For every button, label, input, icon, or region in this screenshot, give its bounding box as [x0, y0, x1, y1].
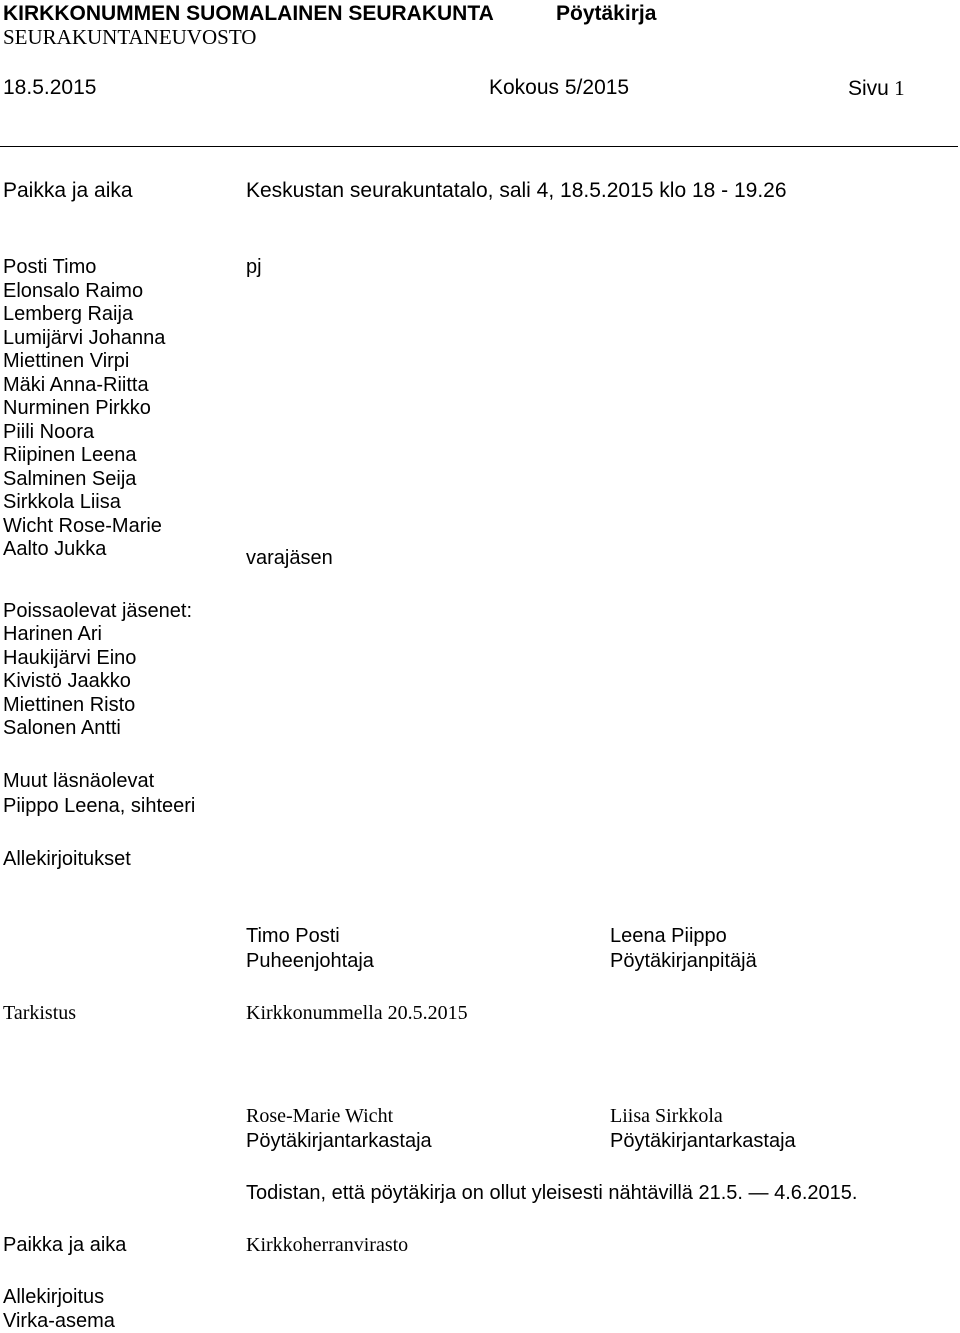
attestation-text: Todistan, että pöytäkirja on ollut yleisesti nähtävillä 21.5. — 4.6.2015. [246, 1182, 858, 1204]
review-label: Tarkistus [3, 1002, 77, 1024]
attendee: Mäki Anna-Riitta [3, 373, 149, 396]
header-divider [0, 146, 958, 147]
absent-member: Kivistö Jaakko [3, 670, 131, 692]
absent-member: Miettinen Risto [3, 693, 136, 716]
absent-member: Harinen Ari [3, 623, 102, 645]
place-time-value: Keskustan seurakuntatalo, sali 4, 18.5.2015 klo 18 - 19.26 [246, 179, 787, 202]
checker2-title: Pöytäkirjantarkastaja [610, 1130, 796, 1152]
page-label: Sivu [848, 77, 889, 100]
absent-member: Salonen Antti [3, 717, 121, 739]
checker1-title: Pöytäkirjantarkastaja [246, 1130, 432, 1152]
organization-name: KIRKKONUMMEN SUOMALAINEN SEURAKUNTA [3, 2, 494, 25]
attendee: Miettinen Virpi [3, 350, 130, 372]
other-member: Piippo Leena, sihteeri [3, 795, 196, 817]
chair-title: Puheenjohtaja [246, 950, 374, 972]
checker1-name: Rose-Marie Wicht [246, 1105, 394, 1127]
governing-body: SEURAKUNTANEUVOSTO [3, 25, 257, 49]
deputy-role: varajäsen [246, 547, 333, 569]
attendee: Aalto Jukka [3, 538, 107, 560]
attendee-list [3, 256, 165, 562]
secretary-name: Leena Piippo [610, 925, 727, 947]
attendee: Salminen Seija [3, 467, 137, 490]
attendee: Lemberg Raija [3, 303, 134, 325]
attendee: Sirkkola Liisa [3, 491, 121, 513]
review-place-date: Kirkkonummella 20.5.2015 [246, 1002, 468, 1024]
footer-position-label: Virka-asema [3, 1310, 115, 1332]
absent-list [3, 623, 136, 741]
page-indicator [848, 76, 905, 101]
page-number: 1 [894, 76, 905, 100]
attendee: Lumijärvi Johanna [3, 326, 166, 349]
place-time-label: Paikka ja aika [3, 179, 133, 202]
attendee: Wicht Rose-Marie [3, 514, 162, 537]
footer-signature-label: Allekirjoitus [3, 1286, 105, 1308]
secretary-title: Pöytäkirjanpitäjä [610, 950, 757, 972]
attendee: Nurminen Pirkko [3, 397, 151, 419]
attendee: Elonsalo Raimo [3, 279, 144, 302]
signatures-label: Allekirjoitukset [3, 848, 131, 870]
meeting-date: 18.5.2015 [3, 76, 97, 99]
chair-name: Timo Posti [246, 925, 340, 947]
footer-place-value: Kirkkoherranvirasto [246, 1234, 409, 1256]
footer-place-label: Paikka ja aika [3, 1234, 127, 1256]
attendee: Riipinen Leena [3, 444, 137, 466]
attendee: Piili Noora [3, 420, 95, 443]
absent-label: Poissaolevat jäsenet: [3, 600, 193, 622]
document-type: Pöytäkirja [556, 2, 657, 25]
absent-member: Haukijärvi Eino [3, 646, 137, 669]
checker2-name: Liisa Sirkkola [610, 1105, 723, 1127]
chair-role: pj [246, 256, 262, 278]
attendee: Posti Timo [3, 256, 97, 278]
meeting-number: Kokous 5/2015 [489, 76, 630, 99]
others-label: Muut läsnäolevat [3, 770, 155, 792]
